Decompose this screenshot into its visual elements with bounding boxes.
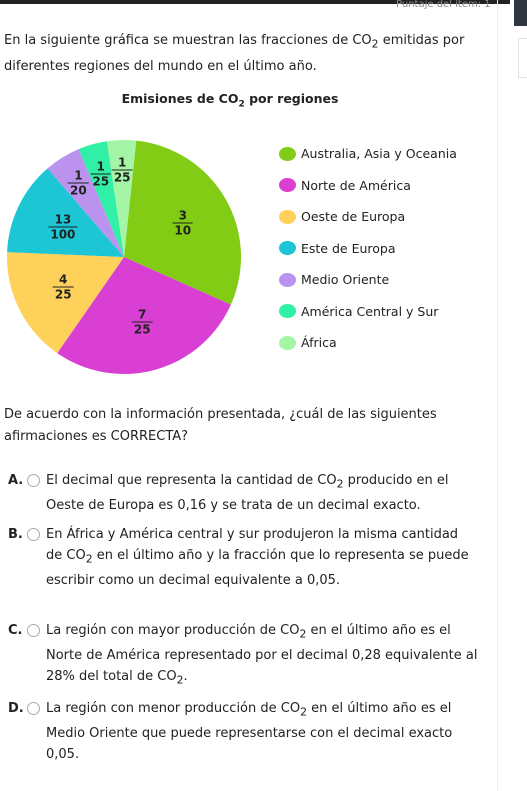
- option-text: El decimal que representa la cantidad de $CO_2$ producido en el Oeste de Europa es 0,16 y se trata de un decimal exacto.: [46, 473, 449, 513]
- slice-label-numerator: 1: [96, 159, 105, 174]
- option-b[interactable]: [8, 524, 478, 591]
- option-letter: C.: [8, 623, 23, 638]
- legend-item: [279, 146, 457, 161]
- radio-button[interactable]: [27, 474, 40, 487]
- legend-item: [279, 241, 396, 256]
- radio-button[interactable]: [27, 528, 40, 541]
- option-text: La región con menor producción de $CO_2$ en el último año es el Medio Oriente que puede representarse con el decimal exacto 0,05.: [46, 701, 453, 762]
- option-c[interactable]: [8, 620, 478, 690]
- slice-label-denominator: 25: [54, 287, 72, 302]
- slice-label: [172, 210, 193, 237]
- slice-label-numerator: 1: [117, 155, 127, 170]
- option-d[interactable]: [8, 698, 478, 765]
- legend-swatch: [279, 273, 296, 287]
- legend-item: [279, 304, 438, 319]
- option-text: La región con mayor producción de $CO_2$ en el último año es el Norte de América representado por el decimal 0,28 equivalente al 28% del total de $CO_2$.: [46, 623, 478, 687]
- option-letter: D.: [8, 701, 24, 716]
- legend-label: Australia, Asia y Oceania: [301, 146, 457, 161]
- slice-label-numerator: 4: [59, 272, 68, 287]
- slice-label: [48, 214, 77, 241]
- legend-item: [279, 335, 337, 350]
- chart-title: Emisiones de $CO_2$ por regiones: [121, 91, 339, 110]
- question-text: De acuerdo con la información presentada, ¿cuál de las siguientes afirmaciones es CORRECTA?: [4, 407, 437, 444]
- legend-swatch: [279, 241, 296, 255]
- option-letter: A.: [8, 473, 24, 488]
- slice-label: [132, 309, 153, 336]
- slice-label-denominator: 10: [174, 223, 192, 238]
- slice-label-denominator: 25: [133, 322, 151, 337]
- option-letter: B.: [8, 527, 23, 542]
- legend-swatch: [279, 336, 296, 350]
- slice-label-denominator: 100: [50, 227, 76, 242]
- slice-label-numerator: 7: [138, 307, 147, 322]
- legend-label: América Central y Sur: [301, 303, 439, 319]
- option-text: En África y América central y sur produjeron la misma cantidad de $CO_2$ en el último año y la fracción que lo representa se puede escribir como un decimal equivalente a 0,05.: [46, 527, 469, 588]
- slice-label-denominator: 20: [70, 183, 87, 198]
- legend-swatch: [279, 304, 296, 318]
- slice-label: [53, 274, 74, 301]
- legend-label: Norte de América: [301, 177, 411, 193]
- legend-item: [279, 178, 411, 193]
- legend-swatch: [279, 147, 296, 161]
- legend-item: [279, 272, 389, 287]
- slice-label-denominator: 25: [92, 174, 110, 189]
- legend-swatch: [279, 210, 296, 224]
- score-label: Puntaje del ítem: 1: [396, 0, 491, 10]
- option-a[interactable]: [8, 470, 478, 516]
- legend-label: Este de Europa: [301, 240, 396, 256]
- legend-label: Medio Oriente: [301, 272, 390, 287]
- slice-label: [112, 157, 133, 184]
- legend-item: [279, 209, 405, 224]
- radio-button[interactable]: [27, 624, 40, 637]
- slice-label-numerator: 1: [74, 168, 83, 183]
- slice-label: [68, 170, 89, 197]
- slice-label-denominator: 25: [113, 170, 131, 185]
- slice-label-numerator: 3: [178, 208, 187, 223]
- slice-label-numerator: 13: [54, 212, 72, 227]
- legend-label: África: [301, 335, 337, 350]
- slice-label: [90, 160, 111, 187]
- radio-button[interactable]: [27, 702, 40, 715]
- legend-label: Oeste de Europa: [301, 209, 406, 224]
- intro-text: En la siguiente gráfica se muestran las fracciones de $CO_2$ emitidas por diferentes regiones del mundo en el último año.: [4, 33, 465, 74]
- legend-swatch: [279, 178, 296, 192]
